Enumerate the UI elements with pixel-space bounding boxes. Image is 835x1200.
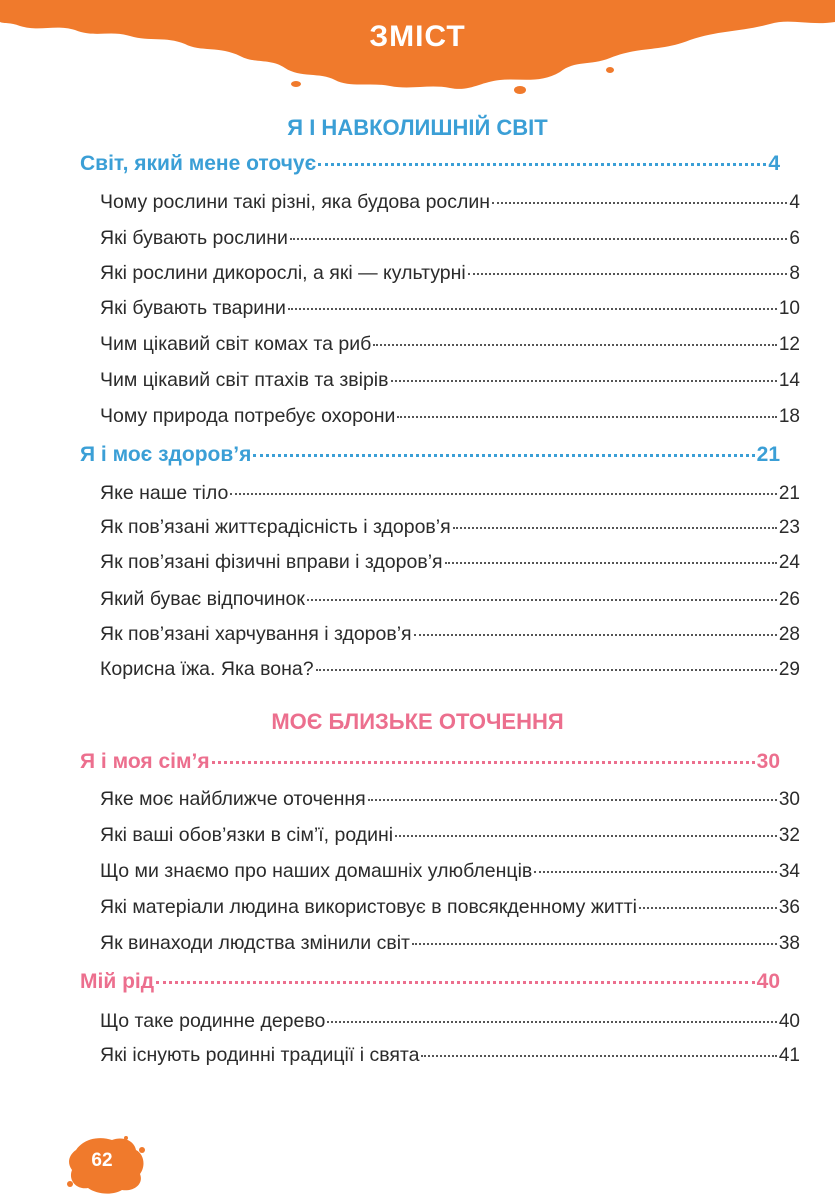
item-title: Корисна їжа. Яка вона? bbox=[100, 658, 314, 680]
toc-item[interactable] bbox=[100, 191, 800, 214]
leader-dots bbox=[534, 871, 777, 873]
toc-item[interactable] bbox=[100, 658, 800, 681]
item-page: 8 bbox=[789, 263, 800, 284]
leader-dots bbox=[156, 981, 755, 984]
leader-dots bbox=[414, 634, 777, 636]
toc-item[interactable] bbox=[100, 1010, 800, 1033]
item-page: 10 bbox=[778, 298, 800, 319]
toc-chapter[interactable] bbox=[80, 152, 780, 176]
item-title: Як пов’язані життєрадісність і здоров’я bbox=[100, 516, 451, 538]
leader-dots bbox=[468, 273, 788, 275]
item-title: Яке моє найближче оточення bbox=[100, 788, 366, 810]
leader-dots bbox=[316, 669, 777, 671]
toc-item[interactable] bbox=[100, 860, 800, 883]
item-page: 40 bbox=[778, 1011, 800, 1032]
item-page: 41 bbox=[778, 1045, 800, 1066]
item-title: Який буває відпочинок bbox=[100, 588, 305, 610]
toc-item[interactable] bbox=[100, 482, 800, 505]
chapter-page: 21 bbox=[756, 443, 780, 466]
leader-dots bbox=[421, 1055, 776, 1057]
leader-dots bbox=[253, 454, 754, 457]
item-title: Як пов’язані фізичні вправи і здоров’я bbox=[100, 551, 443, 573]
item-title: Чому рослини такі різні, яка будова рослин bbox=[100, 191, 491, 213]
leader-dots bbox=[412, 943, 777, 945]
item-title: Що ми знаємо про наших домашніх улюбленців bbox=[100, 860, 533, 882]
item-title: Чому природа потребує охорони bbox=[100, 405, 396, 427]
toc-item[interactable] bbox=[100, 932, 800, 955]
item-page: 14 bbox=[778, 370, 800, 391]
leader-dots bbox=[492, 202, 787, 204]
section-title: МОЄ БЛИЗЬКЕ ОТОЧЕННЯ bbox=[271, 709, 564, 734]
toc-item[interactable] bbox=[100, 588, 800, 611]
item-page: 24 bbox=[778, 552, 800, 573]
toc-item[interactable] bbox=[100, 333, 800, 356]
item-page: 29 bbox=[778, 659, 800, 680]
item-title: Чим цікавий світ птахів та звірів bbox=[100, 369, 389, 391]
leader-dots bbox=[307, 599, 777, 601]
item-title: Які існують родинні традиції і свята bbox=[100, 1044, 420, 1066]
toc-item[interactable] bbox=[100, 227, 800, 250]
item-title: Які бувають тварини bbox=[100, 297, 286, 319]
toc-item[interactable] bbox=[100, 896, 800, 919]
item-page: 23 bbox=[778, 517, 800, 538]
leader-dots bbox=[453, 527, 777, 529]
leader-dots bbox=[230, 493, 777, 495]
item-page: 26 bbox=[778, 589, 800, 610]
toc-item[interactable] bbox=[100, 1044, 800, 1067]
item-title: Як пов’язані харчування і здоров’я bbox=[100, 623, 412, 645]
item-title: Що таке родинне дерево bbox=[100, 1010, 326, 1032]
item-page: 32 bbox=[778, 825, 800, 846]
leader-dots bbox=[327, 1021, 777, 1023]
item-title: Які ваші обов’язки в сім’ї, родині bbox=[100, 824, 394, 846]
item-page: 4 bbox=[789, 192, 800, 213]
item-title: Які рослини дикорослі, а які — культурні bbox=[100, 262, 466, 284]
leader-dots bbox=[373, 344, 777, 346]
leader-dots bbox=[391, 380, 777, 382]
toc-item[interactable] bbox=[100, 516, 800, 539]
toc-chapter[interactable] bbox=[80, 750, 780, 774]
toc-item[interactable] bbox=[100, 788, 800, 811]
item-title: Які бувають рослини bbox=[100, 227, 288, 249]
item-title: Які матеріали людина використовує в повсякденному житті bbox=[100, 896, 637, 918]
item-page: 28 bbox=[778, 624, 800, 645]
leader-dots bbox=[288, 308, 777, 310]
item-page: 21 bbox=[778, 483, 800, 504]
toc-item[interactable] bbox=[100, 297, 800, 320]
leader-dots bbox=[639, 907, 777, 909]
item-page: 30 bbox=[778, 789, 800, 810]
toc-chapter[interactable] bbox=[80, 970, 780, 994]
toc-item[interactable] bbox=[100, 551, 800, 574]
page-number: 62 bbox=[91, 1150, 113, 1171]
chapter-title: Я і моє здоров’я bbox=[80, 443, 252, 466]
leader-dots bbox=[445, 562, 777, 564]
item-page: 36 bbox=[778, 897, 800, 918]
item-title: Чим цікавий світ комах та риб bbox=[100, 333, 372, 355]
item-page: 34 bbox=[778, 861, 800, 882]
chapter-page: 4 bbox=[768, 152, 780, 175]
item-title: Як винаходи людства змінили світ bbox=[100, 932, 410, 954]
chapter-title: Світ, який мене оточує bbox=[80, 152, 317, 175]
page-title: ЗМІСТ bbox=[369, 20, 466, 53]
chapter-page: 40 bbox=[756, 970, 780, 993]
toc-item[interactable] bbox=[100, 369, 800, 392]
item-page: 38 bbox=[778, 933, 800, 954]
item-page: 18 bbox=[778, 406, 800, 427]
toc-item[interactable] bbox=[100, 405, 800, 428]
item-page: 12 bbox=[778, 334, 800, 355]
chapter-title: Мій рід bbox=[80, 970, 155, 993]
leader-dots bbox=[290, 238, 788, 240]
item-title: Яке наше тіло bbox=[100, 482, 229, 504]
toc-item[interactable] bbox=[100, 262, 800, 285]
leader-dots bbox=[368, 799, 777, 801]
leader-dots bbox=[395, 835, 777, 837]
toc-item[interactable] bbox=[100, 824, 800, 847]
leader-dots bbox=[318, 163, 766, 166]
toc-item[interactable] bbox=[100, 623, 800, 646]
leader-dots bbox=[212, 761, 755, 764]
chapter-page: 30 bbox=[756, 750, 780, 773]
chapter-title: Я і моя сім’я bbox=[80, 750, 210, 773]
toc-chapter[interactable] bbox=[80, 443, 780, 467]
item-page: 6 bbox=[789, 228, 800, 249]
leader-dots bbox=[397, 416, 776, 418]
section-title: Я І НАВКОЛИШНІЙ СВІТ bbox=[287, 115, 548, 140]
